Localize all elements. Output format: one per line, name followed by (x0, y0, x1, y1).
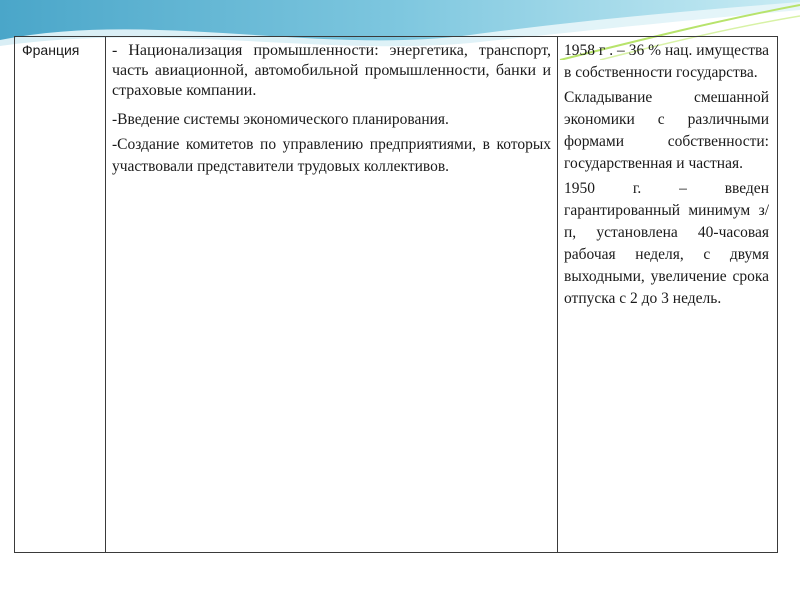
country-cell (15, 37, 106, 553)
reform-item: -Введение системы экономического планирования. (112, 111, 449, 128)
reform-item: - Национализация промышленности: энергетика, транспорт, часть авиационной, автомобильной промышленности, банки и страховые компании. (112, 42, 551, 99)
result-item: Складывание смешанной экономики с различными формами собственности: государственная и частная. (564, 89, 769, 172)
result-item: 1950 г. – введен гарантированный минимум з/п, установлена 40-часовая рабочая неделя, с двумя выходными, увеличение срока отпуска с 2 до 3 недель. (564, 180, 769, 307)
results-cell (558, 37, 778, 553)
table-row (15, 37, 778, 553)
reforms-table (14, 36, 778, 553)
reform-item: -Создание комитетов по управлению предприятиями, в которых участвовали представители трудовых коллективов. (112, 136, 551, 175)
reforms-cell (106, 37, 558, 553)
result-item: 1958 г . – 36 % нац. имущества в собственности государства. (564, 42, 769, 81)
country-name: Франция (22, 42, 80, 58)
